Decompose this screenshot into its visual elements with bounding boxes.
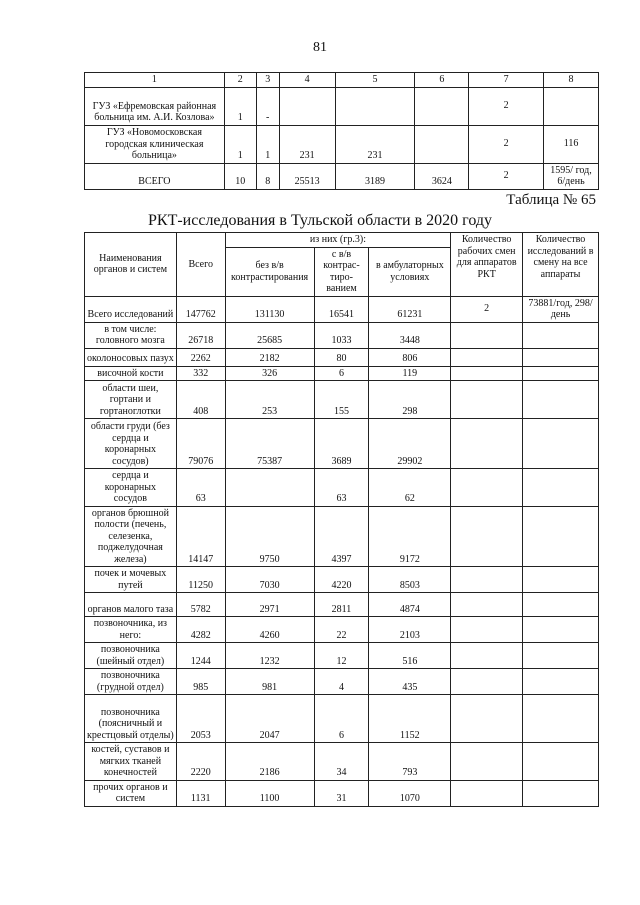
table-cell-outpatient: 9172 — [369, 506, 451, 567]
table-cell-shifts — [451, 593, 523, 617]
table-cell-with-contrast: 12 — [314, 643, 369, 669]
table-cell-total: 4282 — [176, 617, 225, 643]
table-cell: 1 — [224, 87, 256, 125]
table-row — [85, 643, 599, 669]
table1-header-cell: 2 — [224, 73, 256, 88]
table-cell-no-contrast: 981 — [225, 669, 314, 695]
table-cell-with-contrast: 6 — [314, 366, 369, 381]
table-cell-no-contrast: 131130 — [225, 296, 314, 322]
table-cell-name: околоносовых пазух — [85, 348, 177, 366]
rkt-table — [84, 232, 599, 807]
table-cell-total: 2262 — [176, 348, 225, 366]
table-cell-total: 408 — [176, 381, 225, 419]
table-cell-outpatient: 1070 — [369, 780, 451, 806]
table-cell-no-contrast: 2182 — [225, 348, 314, 366]
table-row — [85, 669, 599, 695]
table-cell-per-shift — [523, 695, 599, 743]
table-cell-outpatient: 516 — [369, 643, 451, 669]
table1-header-cell: 5 — [335, 73, 415, 88]
table-cell-no-contrast: 7030 — [225, 567, 314, 593]
table-row — [85, 506, 599, 567]
table-cell-total: 2220 — [176, 743, 225, 781]
table-cell: 2 — [469, 163, 544, 189]
table-cell-per-shift — [523, 567, 599, 593]
table-cell-total: 985 — [176, 669, 225, 695]
table-cell-total: 332 — [176, 366, 225, 381]
table-cell-shifts — [451, 643, 523, 669]
table-cell-with-contrast: 2811 — [314, 593, 369, 617]
table-cell-per-shift — [523, 322, 599, 348]
table-row — [85, 381, 599, 419]
table-cell-total: 147762 — [176, 296, 225, 322]
table-cell-name: прочих органов и систем — [85, 780, 177, 806]
table-cell-name: ВСЕГО — [85, 163, 225, 189]
table-row — [85, 593, 599, 617]
table-row — [85, 695, 599, 743]
table-cell-per-shift — [523, 348, 599, 366]
table1-header-cell: 6 — [415, 73, 469, 88]
table-cell: 116 — [544, 125, 599, 163]
table-cell-per-shift — [523, 593, 599, 617]
table-cell-with-contrast: 1033 — [314, 322, 369, 348]
table-cell-shifts — [451, 669, 523, 695]
table-cell-shifts — [451, 695, 523, 743]
table-cell-shifts — [451, 506, 523, 567]
header-per-shift: Количество исследований в смену на все аппараты — [523, 233, 599, 297]
table-cell-per-shift — [523, 419, 599, 469]
table-cell-outpatient: 1152 — [369, 695, 451, 743]
table-cell-with-contrast: 80 — [314, 348, 369, 366]
table-cell-no-contrast: 326 — [225, 366, 314, 381]
table-row — [85, 469, 599, 507]
table-cell-per-shift — [523, 617, 599, 643]
table-cell: 3189 — [335, 163, 415, 189]
table-cell-name: области груди (без сердца и коронарных сосудов) — [85, 419, 177, 469]
header-shifts: Количество рабочих смен для аппаратов РКТ — [451, 233, 523, 297]
table-cell-with-contrast: 155 — [314, 381, 369, 419]
table-cell — [415, 125, 469, 163]
header-outpatient: в амбулаторных условиях — [369, 247, 451, 296]
table1-header-row — [85, 73, 599, 88]
table-cell-per-shift — [523, 669, 599, 695]
table-row-total — [85, 163, 599, 189]
table-cell-with-contrast: 31 — [314, 780, 369, 806]
table-cell-name: области шеи, гортани и гортаноглотки — [85, 381, 177, 419]
table-cell-per-shift — [523, 506, 599, 567]
table-cell-outpatient: 4874 — [369, 593, 451, 617]
table-cell-outpatient: 29902 — [369, 419, 451, 469]
table-cell-shifts — [451, 381, 523, 419]
table1-header-cell: 3 — [256, 73, 279, 88]
header-total: Всего — [176, 233, 225, 297]
table-cell-per-shift — [523, 381, 599, 419]
table-cell-outpatient: 62 — [369, 469, 451, 507]
table-cell-shifts — [451, 322, 523, 348]
table-cell-name: почек и мочевых путей — [85, 567, 177, 593]
header-no-contrast: без в/в контрастирования — [225, 247, 314, 296]
table-cell-total: 2053 — [176, 695, 225, 743]
table-cell-outpatient: 793 — [369, 743, 451, 781]
table-row — [85, 125, 599, 163]
table-cell-per-shift — [523, 366, 599, 381]
table-cell-shifts — [451, 469, 523, 507]
table-cell-name: позвоночника (поясничный и крестцовый отделы) — [85, 695, 177, 743]
table1-header-cell: 7 — [469, 73, 544, 88]
table-cell-no-contrast — [225, 469, 314, 507]
table-row — [85, 419, 599, 469]
header-with-contrast: с в/в контрас-тиро-ванием — [314, 247, 369, 296]
table-cell: - — [256, 87, 279, 125]
table-row — [85, 567, 599, 593]
table-cell: 2 — [469, 87, 544, 125]
table-cell-with-contrast: 4220 — [314, 567, 369, 593]
table-row — [85, 87, 599, 125]
table1-header-cell: 1 — [85, 73, 225, 88]
table-cell-no-contrast: 75387 — [225, 419, 314, 469]
table-cell-shifts — [451, 617, 523, 643]
table-cell-per-shift — [523, 780, 599, 806]
table-cell-per-shift: 73881/год, 298/день — [523, 296, 599, 322]
table-cell — [279, 87, 335, 125]
table-cell-no-contrast: 25685 — [225, 322, 314, 348]
table-cell-with-contrast: 34 — [314, 743, 369, 781]
table-cell-name: Всего исследований — [85, 296, 177, 322]
table-continuation — [84, 72, 599, 190]
table1-header-cell: 8 — [544, 73, 599, 88]
table-cell-name: ГУЗ «Ефремовская районная больница им. А.И. Козлова» — [85, 87, 225, 125]
table-cell-shifts — [451, 348, 523, 366]
table-cell — [415, 87, 469, 125]
table-cell-total: 11250 — [176, 567, 225, 593]
table2-header-row — [85, 233, 599, 248]
table-cell-with-contrast: 3689 — [314, 419, 369, 469]
table-cell: 10 — [224, 163, 256, 189]
table-cell-outpatient: 806 — [369, 348, 451, 366]
table-cell-outpatient: 2103 — [369, 617, 451, 643]
table-number: Таблица № 65 — [506, 192, 596, 208]
table-cell: 231 — [335, 125, 415, 163]
table-cell — [544, 87, 599, 125]
page-number: 81 — [313, 40, 327, 55]
table-cell: 2 — [469, 125, 544, 163]
table-cell-shifts — [451, 567, 523, 593]
table-cell-name: органов малого таза — [85, 593, 177, 617]
table-cell-with-contrast: 16541 — [314, 296, 369, 322]
table1-header-cell: 4 — [279, 73, 335, 88]
table-cell-outpatient: 435 — [369, 669, 451, 695]
table-cell-shifts — [451, 780, 523, 806]
table-cell-shifts — [451, 743, 523, 781]
table-row — [85, 296, 599, 322]
table-cell — [335, 87, 415, 125]
table-cell-per-shift — [523, 743, 599, 781]
table-cell-no-contrast: 1232 — [225, 643, 314, 669]
table-row — [85, 743, 599, 781]
table-cell: 3624 — [415, 163, 469, 189]
table-cell-name: ГУЗ «Новомосковская городская клиническая больница» — [85, 125, 225, 163]
table-cell-shifts — [451, 366, 523, 381]
table-cell-name: органов брюшной полости (печень, селезенка, поджелудочная железа) — [85, 506, 177, 567]
table-cell-total: 5782 — [176, 593, 225, 617]
table-cell: 1 — [256, 125, 279, 163]
table-cell-name: позвоночника (шейный отдел) — [85, 643, 177, 669]
table-cell-with-contrast: 63 — [314, 469, 369, 507]
table-cell: 1595/ год, 6/день — [544, 163, 599, 189]
table-cell-total: 14147 — [176, 506, 225, 567]
table-cell-shifts: 2 — [451, 296, 523, 322]
table-cell-total: 1244 — [176, 643, 225, 669]
table-row — [85, 322, 599, 348]
table-cell: 8 — [256, 163, 279, 189]
table-cell-name: костей, суставов и мягких тканей конечностей — [85, 743, 177, 781]
table-cell-per-shift — [523, 643, 599, 669]
table-cell-name: височной кости — [85, 366, 177, 381]
table-cell-no-contrast: 253 — [225, 381, 314, 419]
table-cell-with-contrast: 4397 — [314, 506, 369, 567]
table-cell-with-contrast: 4 — [314, 669, 369, 695]
table-cell: 231 — [279, 125, 335, 163]
table-cell-outpatient: 3448 — [369, 322, 451, 348]
table-cell-no-contrast: 2186 — [225, 743, 314, 781]
header-group: из них (гр.3): — [225, 233, 451, 248]
table-cell-outpatient: 119 — [369, 366, 451, 381]
table-cell-outpatient: 298 — [369, 381, 451, 419]
table-cell-with-contrast: 22 — [314, 617, 369, 643]
table-cell-name: позвоночника (грудной отдел) — [85, 669, 177, 695]
table-cell-shifts — [451, 419, 523, 469]
table-cell-total: 79076 — [176, 419, 225, 469]
table-cell-total: 26718 — [176, 322, 225, 348]
table-cell-no-contrast: 2047 — [225, 695, 314, 743]
table-cell-name: в том числе: головного мозга — [85, 322, 177, 348]
table-cell-no-contrast: 4260 — [225, 617, 314, 643]
table-row — [85, 366, 599, 381]
header-name: Наименования органов и систем — [85, 233, 177, 297]
table-row — [85, 780, 599, 806]
table-cell-with-contrast: 6 — [314, 695, 369, 743]
table-title: РКТ-исследования в Тульской области в 2020 году — [148, 212, 492, 229]
table-cell: 25513 — [279, 163, 335, 189]
table-cell-name: позвоночника, из него: — [85, 617, 177, 643]
table-cell-outpatient: 8503 — [369, 567, 451, 593]
table-cell-no-contrast: 1100 — [225, 780, 314, 806]
table-cell-no-contrast: 2971 — [225, 593, 314, 617]
table-cell: 1 — [224, 125, 256, 163]
table-cell-total: 63 — [176, 469, 225, 507]
table-cell-name: сердца и коронарных сосудов — [85, 469, 177, 507]
table-row — [85, 348, 599, 366]
table-cell-outpatient: 61231 — [369, 296, 451, 322]
table-cell-total: 1131 — [176, 780, 225, 806]
table-row — [85, 617, 599, 643]
table-cell-no-contrast: 9750 — [225, 506, 314, 567]
table-cell-per-shift — [523, 469, 599, 507]
